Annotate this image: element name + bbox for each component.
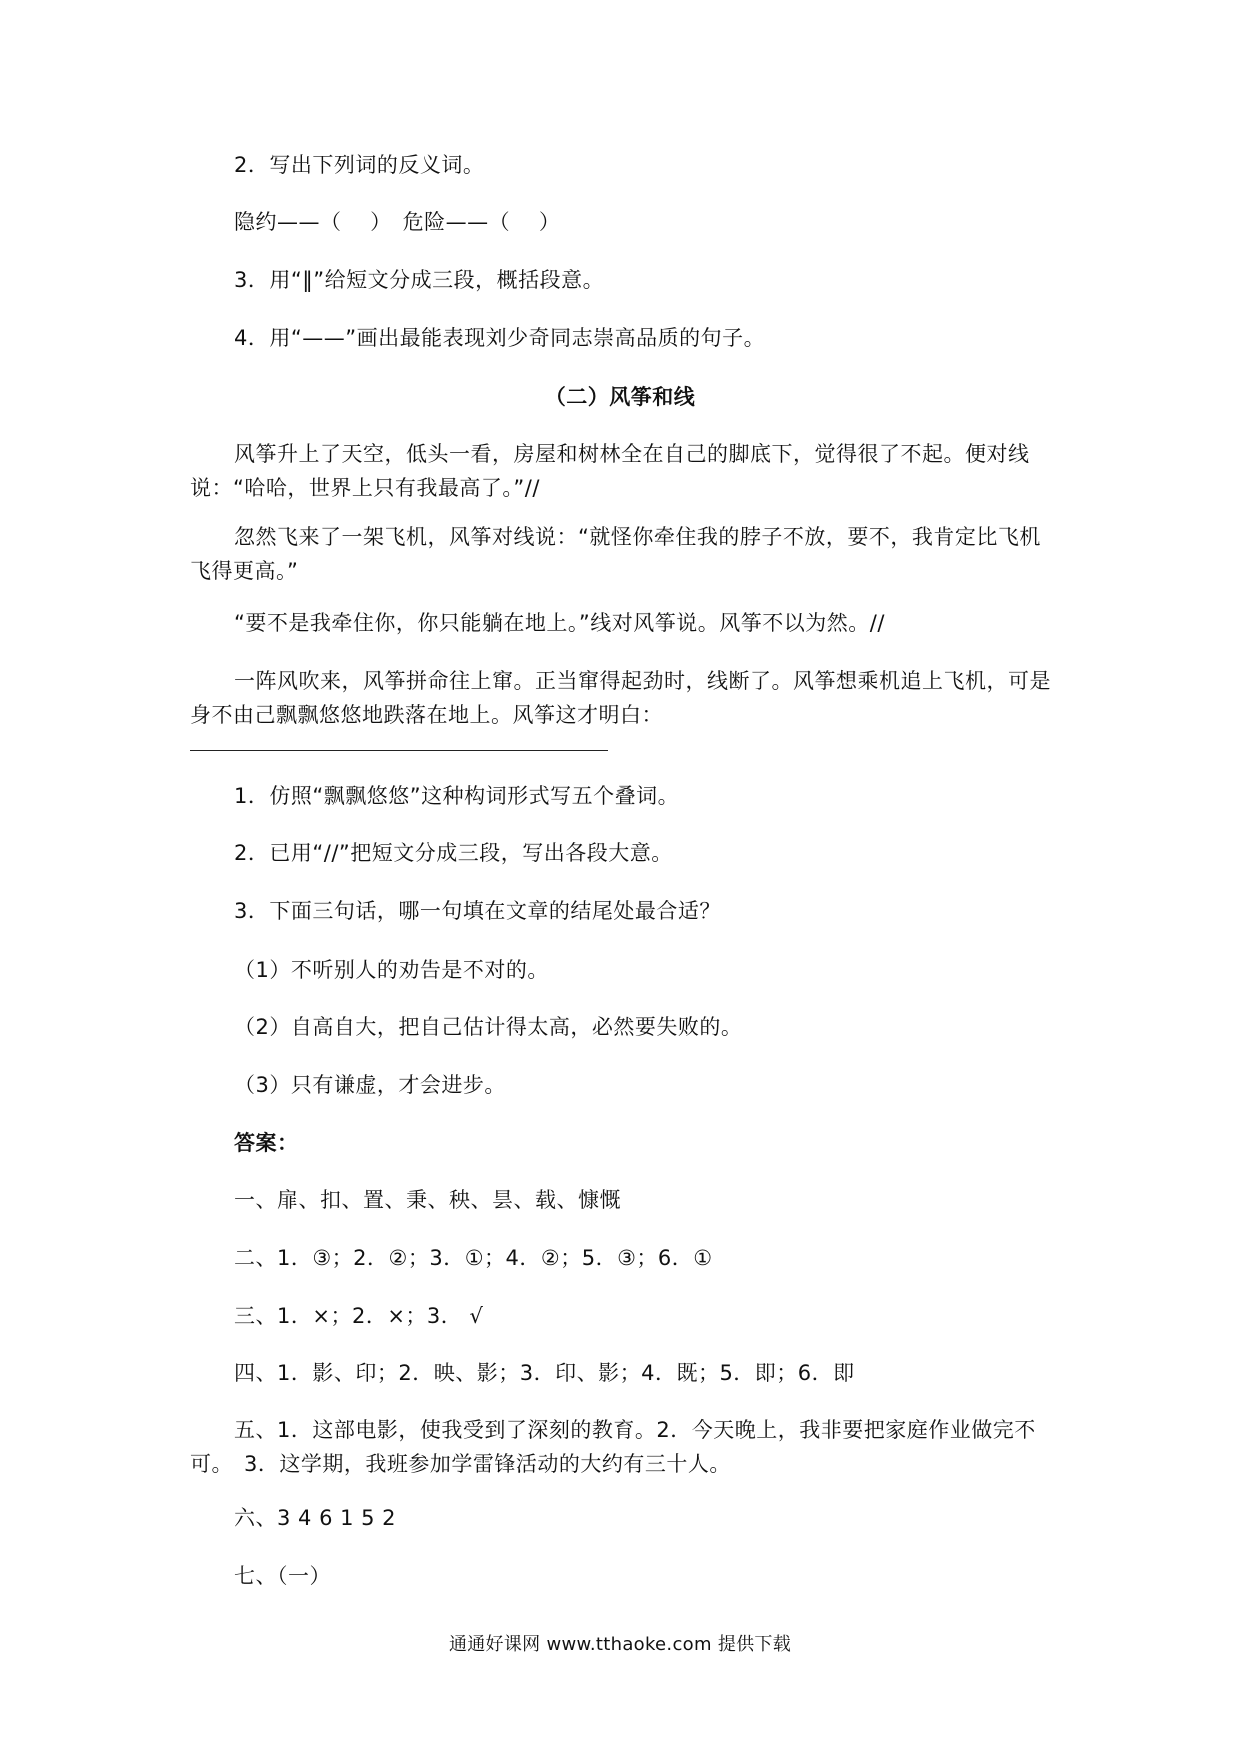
answer-item: 三、1．×；2．×；3． √: [234, 1304, 484, 1328]
answer-item: 二、1．③；2．②；3．①；4．②；5．③；6．①: [234, 1246, 713, 1270]
story-paragraph: 风筝升上了天空，低头一看，房屋和树林全在自己的脚底下，觉得很了不起。便对线说：“哈哈，世界上只有我最高了。”//: [190, 442, 1030, 500]
story-paragraph: 忽然飞来了一架飞机，风筝对线说：“就怪你牵住我的脖子不放，要不，我肯定比飞机飞得更高。”: [190, 525, 1041, 583]
option-3: （3）只有谦虚，才会进步。: [234, 1073, 506, 1097]
question-best-ending: 3．下面三句话，哪一句填在文章的结尾处最合适？: [234, 899, 721, 923]
answer-blank-line: [190, 750, 608, 751]
question-section-meanings: 2．已用“//”把短文分成三段，写出各段大意。: [234, 841, 673, 865]
story-paragraph: “要不是我牵住你，你只能躺在地上。”线对风筝说。风筝不以为然。//: [234, 611, 885, 635]
answer-item: 一、扉、扣、置、秉、秧、昙、载、慷慨: [234, 1188, 621, 1212]
option-1: （1）不听别人的劝告是不对的。: [234, 958, 549, 982]
option-2: （2）自高自大，把自己估计得太高，必然要失败的。: [234, 1015, 743, 1039]
page-footer: 通通好课网 www.tthaoke.com 提供下载: [448, 1634, 792, 1655]
question-reduplicated-words: 1．仿照“飘飘悠悠”这种构词形式写五个叠词。: [234, 784, 680, 808]
question-antonyms: 2．写出下列词的反义词。: [234, 153, 485, 177]
question-split-sections: 3．用“‖”给短文分成三段，概括段意。: [234, 268, 605, 292]
answers-heading: 答案：: [234, 1131, 299, 1155]
antonym-blanks: 隐约——（ ） 危险——（ ）: [234, 210, 561, 234]
answer-item: 六、3 4 6 1 5 2: [234, 1506, 397, 1530]
story-title: （二）风筝和线: [544, 385, 696, 409]
question-underline-sentence: 4．用“——”画出最能表现刘少奇同志崇高品质的句子。: [234, 326, 766, 350]
answer-item: 五、1．这部电影，使我受到了深刻的教育。2．今天晚上，我非要把家庭作业做完不可。 3．这学期，我班参加学雷锋活动的大约有三十人。: [190, 1418, 1036, 1476]
answer-item: 四、1．影、印；2．映、影；3．印、影；4．既；5．即；6．即: [234, 1361, 855, 1385]
answer-item: 七、（一）: [234, 1564, 331, 1588]
story-paragraph: 一阵风吹来，风筝拼命往上窜。正当窜得起劲时，线断了。风筝想乘机追上飞机，可是身不由己飘飘悠悠地跌落在地上。风筝这才明白：: [190, 669, 1051, 727]
